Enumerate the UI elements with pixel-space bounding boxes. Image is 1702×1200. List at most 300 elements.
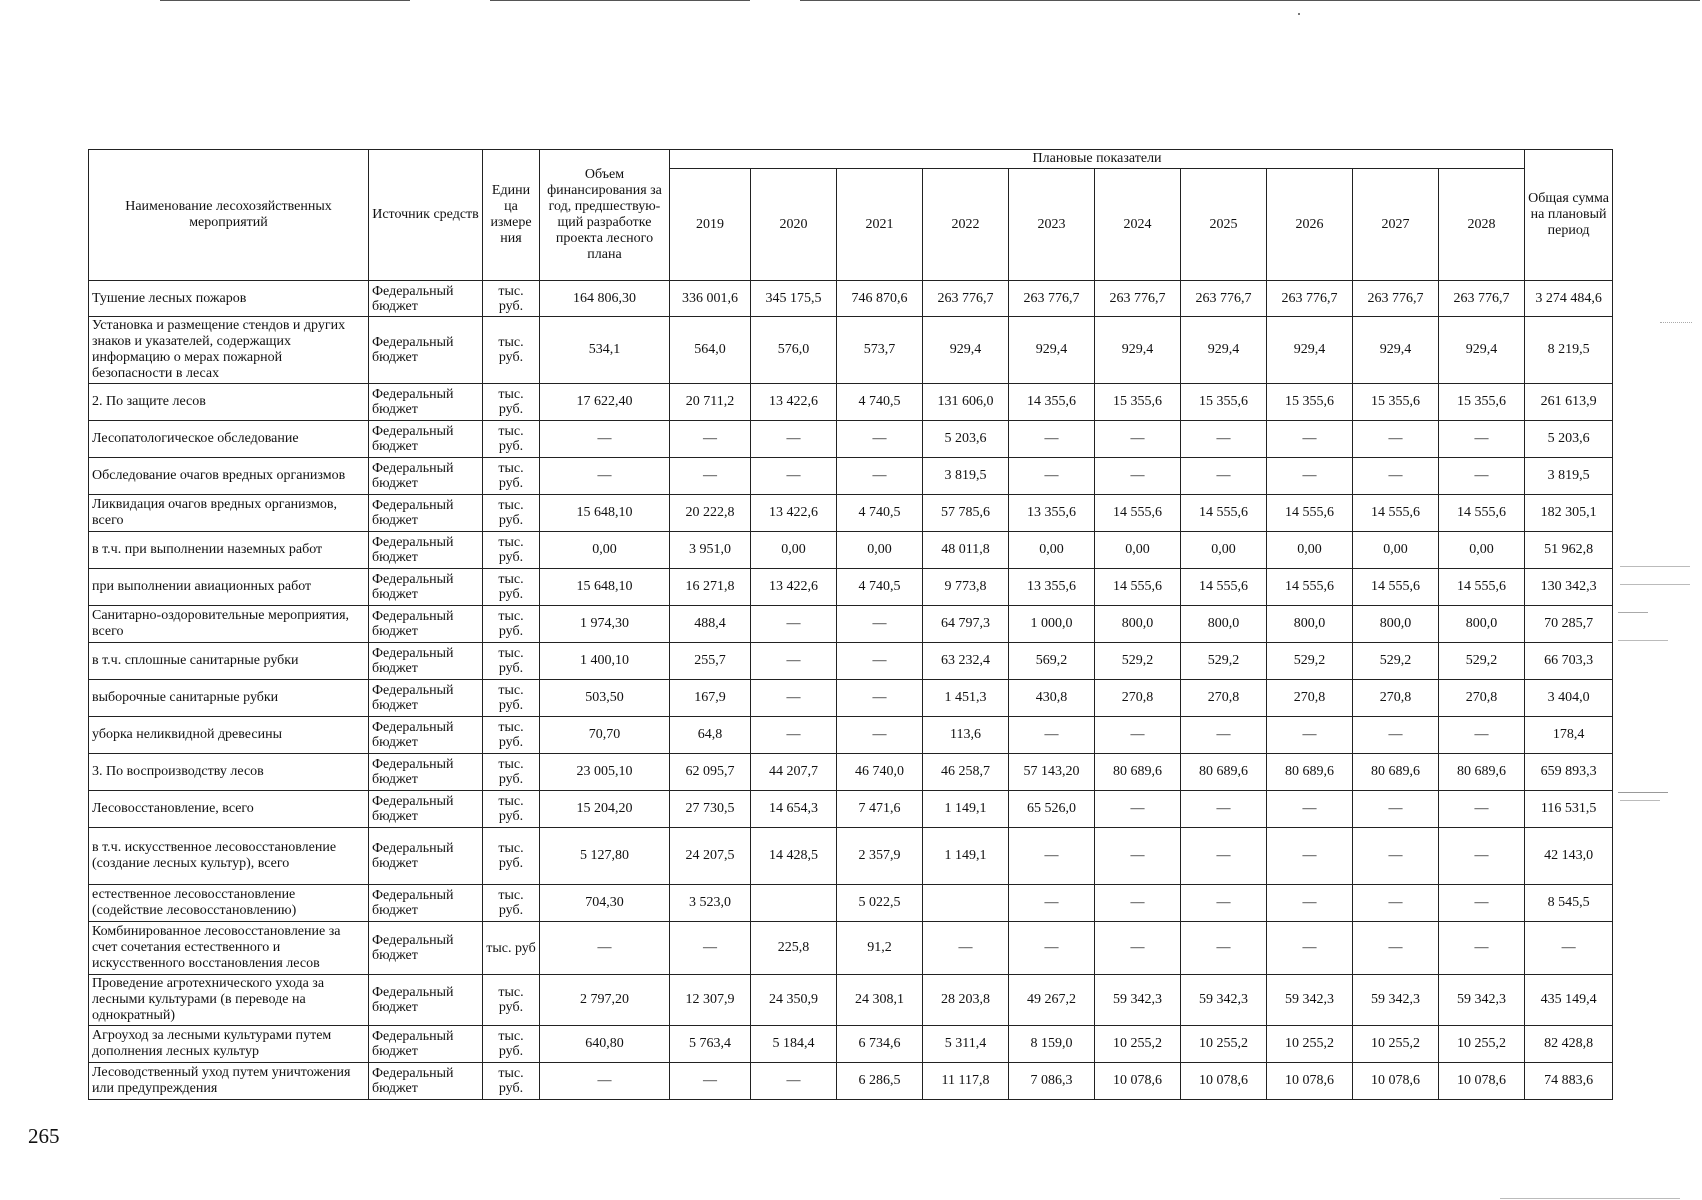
year-value: 80 689,6: [1181, 754, 1267, 791]
prev-year-volume: 534,1: [540, 317, 670, 384]
year-value: —: [670, 1063, 751, 1100]
year-value: 24 350,9: [751, 975, 837, 1026]
year-value: —: [1353, 791, 1439, 828]
year-value: 6 734,6: [837, 1026, 923, 1063]
year-value: 113,6: [923, 717, 1009, 754]
unit-of-measure: тыс. руб.: [483, 717, 540, 754]
year-value: —: [751, 680, 837, 717]
year-value: —: [837, 606, 923, 643]
total-value: 42 143,0: [1525, 828, 1613, 885]
unit-of-measure: тыс. руб.: [483, 532, 540, 569]
year-value: 10 255,2: [1267, 1026, 1353, 1063]
year-value: 1 451,3: [923, 680, 1009, 717]
unit-of-measure: тыс. руб.: [483, 791, 540, 828]
year-value: 800,0: [1181, 606, 1267, 643]
table-body: [89, 281, 1613, 1100]
year-value: 62 095,7: [670, 754, 751, 791]
activity-name: в т.ч. при выполнении наземных работ: [89, 532, 369, 569]
unit-of-measure: тыс. руб.: [483, 317, 540, 384]
activity-name: Санитарно-оздоровительные мероприятия, всего: [89, 606, 369, 643]
total-value: 659 893,3: [1525, 754, 1613, 791]
year-value: 263 776,7: [923, 281, 1009, 317]
year-value: —: [670, 458, 751, 495]
total-value: 182 305,1: [1525, 495, 1613, 532]
year-value: —: [670, 922, 751, 975]
year-value: 14 555,6: [1267, 569, 1353, 606]
year-value: 4 740,5: [837, 569, 923, 606]
year-value: —: [1353, 885, 1439, 922]
year-value: 3 951,0: [670, 532, 751, 569]
year-value: 263 776,7: [1181, 281, 1267, 317]
prev-year-volume: 15 648,10: [540, 495, 670, 532]
year-value: —: [1181, 828, 1267, 885]
activity-name: в т.ч. сплошные санитарные рубки: [89, 643, 369, 680]
year-value: 59 342,3: [1095, 975, 1181, 1026]
year-value: 15 355,6: [1181, 384, 1267, 421]
prev-year-volume: 17 622,40: [540, 384, 670, 421]
table-row: [89, 717, 1613, 754]
year-value: —: [837, 717, 923, 754]
year-value: 28 203,8: [923, 975, 1009, 1026]
table-row: [89, 1063, 1613, 1100]
year-value: 13 355,6: [1009, 569, 1095, 606]
year-value: 800,0: [1267, 606, 1353, 643]
table-row: [89, 922, 1613, 975]
funding-source: Федеральный бюджет: [369, 569, 483, 606]
year-value: 8 159,0: [1009, 1026, 1095, 1063]
year-value: 91,2: [837, 922, 923, 975]
total-value: 51 962,8: [1525, 532, 1613, 569]
year-value: 263 776,7: [1353, 281, 1439, 317]
year-value: 16 271,8: [670, 569, 751, 606]
year-value: 14 555,6: [1095, 569, 1181, 606]
year-value: 14 355,6: [1009, 384, 1095, 421]
year-value: —: [1181, 885, 1267, 922]
year-value: 59 342,3: [1181, 975, 1267, 1026]
year-value: 59 342,3: [1353, 975, 1439, 1026]
year-value: 14 555,6: [1353, 495, 1439, 532]
year-value: 57 785,6: [923, 495, 1009, 532]
year-value: —: [1267, 717, 1353, 754]
year-value: 6 286,5: [837, 1063, 923, 1100]
total-value: 5 203,6: [1525, 421, 1613, 458]
year-value: 14 555,6: [1181, 569, 1267, 606]
year-value: —: [1267, 828, 1353, 885]
year-value: 529,2: [1181, 643, 1267, 680]
year-value: 59 342,3: [1267, 975, 1353, 1026]
total-value: 70 285,7: [1525, 606, 1613, 643]
total-value: 8 545,5: [1525, 885, 1613, 922]
unit-of-measure: тыс. руб.: [483, 421, 540, 458]
funding-source: Федеральный бюджет: [369, 317, 483, 384]
total-value: 82 428,8: [1525, 1026, 1613, 1063]
activity-name: Лесопатологическое обследование: [89, 421, 369, 458]
funding-source: Федеральный бюджет: [369, 754, 483, 791]
year-value: 929,4: [1009, 317, 1095, 384]
year-value: 225,8: [751, 922, 837, 975]
year-value: 64,8: [670, 717, 751, 754]
scan-top-rule: [800, 0, 1700, 1]
activity-name: уборка неликвидной древесины: [89, 717, 369, 754]
activity-name: Лесоводственный уход путем уничтожения или предупреждения: [89, 1063, 369, 1100]
table-row: [89, 754, 1613, 791]
table-row: [89, 828, 1613, 885]
year-value: 13 355,6: [1009, 495, 1095, 532]
prev-year-volume: —: [540, 458, 670, 495]
activity-name: в т.ч. искусственное лесовосстановление (создание лесных культур), всего: [89, 828, 369, 885]
header-year: 2023: [1009, 169, 1095, 281]
year-value: 7 086,3: [1009, 1063, 1095, 1100]
table-row: [89, 643, 1613, 680]
header-year: 2026: [1267, 169, 1353, 281]
header-name: Наименование лесохозяйственных мероприятий: [89, 150, 369, 281]
table-row: [89, 495, 1613, 532]
total-value: 3 274 484,6: [1525, 281, 1613, 317]
year-value: —: [670, 421, 751, 458]
scan-mark: [1618, 612, 1648, 613]
year-value: 44 207,7: [751, 754, 837, 791]
year-value: 263 776,7: [1439, 281, 1525, 317]
year-value: —: [1439, 458, 1525, 495]
total-value: 66 703,3: [1525, 643, 1613, 680]
year-value: —: [1095, 458, 1181, 495]
funding-source: Федеральный бюджет: [369, 1063, 483, 1100]
year-value: —: [1439, 717, 1525, 754]
header-total: Общая сумма на плановый период: [1525, 150, 1613, 281]
unit-of-measure: тыс. руб.: [483, 458, 540, 495]
year-value: —: [1267, 922, 1353, 975]
year-value: 3 523,0: [670, 885, 751, 922]
year-value: 270,8: [1439, 680, 1525, 717]
year-value: —: [1181, 717, 1267, 754]
year-value: 13 422,6: [751, 384, 837, 421]
year-value: 263 776,7: [1267, 281, 1353, 317]
year-value: 529,2: [1095, 643, 1181, 680]
year-value: 10 078,6: [1267, 1063, 1353, 1100]
year-value: 564,0: [670, 317, 751, 384]
year-value: 929,4: [1095, 317, 1181, 384]
year-value: —: [1267, 421, 1353, 458]
year-value: —: [1095, 828, 1181, 885]
year-value: 57 143,20: [1009, 754, 1095, 791]
year-value: 63 232,4: [923, 643, 1009, 680]
year-value: 5 763,4: [670, 1026, 751, 1063]
year-value: —: [1439, 828, 1525, 885]
funding-source: Федеральный бюджет: [369, 1026, 483, 1063]
year-value: —: [837, 643, 923, 680]
year-value: —: [1353, 922, 1439, 975]
scan-mark: [1620, 566, 1690, 567]
year-value: 270,8: [1095, 680, 1181, 717]
total-value: 130 342,3: [1525, 569, 1613, 606]
funding-source: Федеральный бюджет: [369, 680, 483, 717]
unit-of-measure: тыс. руб.: [483, 680, 540, 717]
unit-of-measure: тыс. руб.: [483, 569, 540, 606]
scan-mark: [1618, 792, 1668, 793]
header-source: Источник средств: [369, 150, 483, 281]
unit-of-measure: тыс. руб.: [483, 828, 540, 885]
year-value: 80 689,6: [1439, 754, 1525, 791]
prev-year-volume: 70,70: [540, 717, 670, 754]
header-year: 2027: [1353, 169, 1439, 281]
scan-top-rule: [490, 0, 750, 1]
year-value: 270,8: [1267, 680, 1353, 717]
year-value: 10 255,2: [1439, 1026, 1525, 1063]
year-value: 10 078,6: [1439, 1063, 1525, 1100]
year-value: 13 422,6: [751, 569, 837, 606]
header-year: 2024: [1095, 169, 1181, 281]
table-row: [89, 885, 1613, 922]
year-value: 1 149,1: [923, 828, 1009, 885]
year-value: 345 175,5: [751, 281, 837, 317]
activity-name: при выполнении авиационных работ: [89, 569, 369, 606]
year-value: 929,4: [1181, 317, 1267, 384]
header-unit: Едини ца измере ния: [483, 150, 540, 281]
year-value: 800,0: [1095, 606, 1181, 643]
unit-of-measure: тыс. руб.: [483, 281, 540, 317]
year-value: 0,00: [1009, 532, 1095, 569]
year-value: 5 022,5: [837, 885, 923, 922]
year-value: 13 422,6: [751, 495, 837, 532]
year-value: 800,0: [1439, 606, 1525, 643]
table-row: [89, 1026, 1613, 1063]
funding-source: Федеральный бюджет: [369, 885, 483, 922]
year-value: —: [1095, 922, 1181, 975]
year-value: 59 342,3: [1439, 975, 1525, 1026]
prev-year-volume: 5 127,80: [540, 828, 670, 885]
activity-name: Проведение агротехнического ухода за лесными культурами (в переводе на однократный): [89, 975, 369, 1026]
forestry-budget-table: [88, 149, 1613, 1100]
activity-name: 2. По защите лесов: [89, 384, 369, 421]
unit-of-measure: тыс. руб.: [483, 754, 540, 791]
prev-year-volume: 503,50: [540, 680, 670, 717]
year-value: 65 526,0: [1009, 791, 1095, 828]
funding-source: Федеральный бюджет: [369, 532, 483, 569]
year-value: —: [1439, 922, 1525, 975]
header-year: 2022: [923, 169, 1009, 281]
year-value: 14 555,6: [1095, 495, 1181, 532]
year-value: 746 870,6: [837, 281, 923, 317]
year-value: —: [837, 458, 923, 495]
total-value: 261 613,9: [1525, 384, 1613, 421]
prev-year-volume: 704,30: [540, 885, 670, 922]
year-value: 9 773,8: [923, 569, 1009, 606]
page-number: 265: [28, 1124, 60, 1148]
year-value: —: [1095, 717, 1181, 754]
prev-year-volume: 2 797,20: [540, 975, 670, 1026]
year-value: —: [751, 458, 837, 495]
year-value: —: [1181, 458, 1267, 495]
year-value: 4 740,5: [837, 495, 923, 532]
year-value: 2 357,9: [837, 828, 923, 885]
year-value: 14 555,6: [1181, 495, 1267, 532]
unit-of-measure: тыс. руб.: [483, 643, 540, 680]
prev-year-volume: 23 005,10: [540, 754, 670, 791]
scan-mark: [1500, 1198, 1680, 1199]
funding-source: Федеральный бюджет: [369, 643, 483, 680]
prev-year-volume: 15 204,20: [540, 791, 670, 828]
activity-name: естественное лесовосстановление (содействие лесовосстановлению): [89, 885, 369, 922]
header-year: 2021: [837, 169, 923, 281]
year-value: —: [751, 421, 837, 458]
table-row: [89, 680, 1613, 717]
year-value: 0,00: [751, 532, 837, 569]
year-value: —: [1267, 885, 1353, 922]
year-value: —: [1439, 885, 1525, 922]
year-value: —: [837, 680, 923, 717]
unit-of-measure: тыс. руб.: [483, 384, 540, 421]
year-value: 20 222,8: [670, 495, 751, 532]
year-value: 929,4: [1353, 317, 1439, 384]
activity-name: Тушение лесных пожаров: [89, 281, 369, 317]
year-value: 263 776,7: [1095, 281, 1181, 317]
year-value: 10 255,2: [1181, 1026, 1267, 1063]
year-value: —: [1439, 421, 1525, 458]
year-value: —: [1095, 421, 1181, 458]
year-value: —: [1009, 828, 1095, 885]
table-row: [89, 791, 1613, 828]
header-year: 2025: [1181, 169, 1267, 281]
table-row: [89, 569, 1613, 606]
total-value: 74 883,6: [1525, 1063, 1613, 1100]
year-value: —: [1267, 458, 1353, 495]
year-value: 14 654,3: [751, 791, 837, 828]
year-value: 4 740,5: [837, 384, 923, 421]
year-value: —: [1267, 791, 1353, 828]
funding-source: Федеральный бюджет: [369, 975, 483, 1026]
year-value: 5 203,6: [923, 421, 1009, 458]
activity-name: Лесовосстановление, всего: [89, 791, 369, 828]
year-value: —: [751, 606, 837, 643]
prev-year-volume: 164 806,30: [540, 281, 670, 317]
total-value: 3 404,0: [1525, 680, 1613, 717]
unit-of-measure: тыс. руб.: [483, 606, 540, 643]
year-value: 14 555,6: [1353, 569, 1439, 606]
scan-speck: [1298, 13, 1300, 15]
header-year: 2020: [751, 169, 837, 281]
unit-of-measure: тыс. руб.: [483, 1063, 540, 1100]
year-value: —: [1095, 791, 1181, 828]
prev-year-volume: 640,80: [540, 1026, 670, 1063]
year-value: —: [1009, 421, 1095, 458]
header-year: 2019: [670, 169, 751, 281]
year-value: 1 149,1: [923, 791, 1009, 828]
prev-year-volume: —: [540, 421, 670, 458]
year-value: 7 471,6: [837, 791, 923, 828]
header-prev-volume: Объем финансирования за год, предшествую-щий разработке проекта лесного плана: [540, 150, 670, 281]
year-value: —: [923, 922, 1009, 975]
year-value: 46 740,0: [837, 754, 923, 791]
activity-name: Агроуход за лесными культурами путем дополнения лесных культур: [89, 1026, 369, 1063]
year-value: 0,00: [1439, 532, 1525, 569]
year-value: 0,00: [1181, 532, 1267, 569]
table-row: [89, 606, 1613, 643]
unit-of-measure: тыс. руб.: [483, 495, 540, 532]
unit-of-measure: тыс. руб.: [483, 1026, 540, 1063]
prev-year-volume: 1 400,10: [540, 643, 670, 680]
activity-name: Установка и размещение стендов и других знаков и указателей, содержащих информацию о мерах пожарной безопасности в лесах: [89, 317, 369, 384]
year-value: 10 078,6: [1181, 1063, 1267, 1100]
year-value: 46 258,7: [923, 754, 1009, 791]
activity-name: 3. По воспроизводству лесов: [89, 754, 369, 791]
total-value: 8 219,5: [1525, 317, 1613, 384]
prev-year-volume: —: [540, 922, 670, 975]
year-value: 14 555,6: [1439, 495, 1525, 532]
year-value: 49 267,2: [1009, 975, 1095, 1026]
year-value: 24 308,1: [837, 975, 923, 1026]
activity-name: Комбинированное лесовосстановление за счет сочетания естественного и искусственного восстановления лесов: [89, 922, 369, 975]
year-value: 5 184,4: [751, 1026, 837, 1063]
total-value: 435 149,4: [1525, 975, 1613, 1026]
year-value: —: [1095, 885, 1181, 922]
scan-top-rule: [160, 0, 410, 1]
unit-of-measure: тыс. руб.: [483, 975, 540, 1026]
year-value: —: [1009, 717, 1095, 754]
year-value: 488,4: [670, 606, 751, 643]
year-value: 15 355,6: [1439, 384, 1525, 421]
funding-source: Федеральный бюджет: [369, 458, 483, 495]
year-value: 14 555,6: [1267, 495, 1353, 532]
year-value: 27 730,5: [670, 791, 751, 828]
header-year: 2028: [1439, 169, 1525, 281]
funding-source: Федеральный бюджет: [369, 922, 483, 975]
year-value: 270,8: [1353, 680, 1439, 717]
prev-year-volume: 15 648,10: [540, 569, 670, 606]
activity-name: выборочные санитарные рубки: [89, 680, 369, 717]
year-value: —: [1353, 421, 1439, 458]
activity-name: Ликвидация очагов вредных организмов, всего: [89, 495, 369, 532]
prev-year-volume: —: [540, 1063, 670, 1100]
year-value: 529,2: [1439, 643, 1525, 680]
scan-mark: [1620, 800, 1660, 801]
year-value: 576,0: [751, 317, 837, 384]
year-value: 80 689,6: [1095, 754, 1181, 791]
year-value: 10 255,2: [1095, 1026, 1181, 1063]
year-value: 80 689,6: [1353, 754, 1439, 791]
year-value: 800,0: [1353, 606, 1439, 643]
unit-of-measure: тыс. руб: [483, 922, 540, 975]
funding-source: Федеральный бюджет: [369, 606, 483, 643]
table-row: [89, 421, 1613, 458]
year-value: 64 797,3: [923, 606, 1009, 643]
year-value: 10 255,2: [1353, 1026, 1439, 1063]
year-value: 12 307,9: [670, 975, 751, 1026]
table-row: [89, 532, 1613, 569]
year-value: 573,7: [837, 317, 923, 384]
year-value: [923, 885, 1009, 922]
scan-mark: [1620, 584, 1690, 585]
table-row: [89, 458, 1613, 495]
year-value: 569,2: [1009, 643, 1095, 680]
total-value: 3 819,5: [1525, 458, 1613, 495]
year-value: 5 311,4: [923, 1026, 1009, 1063]
table-row: [89, 281, 1613, 317]
year-value: —: [1009, 885, 1095, 922]
year-value: —: [751, 1063, 837, 1100]
funding-source: Федеральный бюджет: [369, 281, 483, 317]
year-value: 167,9: [670, 680, 751, 717]
total-value: 178,4: [1525, 717, 1613, 754]
funding-source: Федеральный бюджет: [369, 717, 483, 754]
year-value: 24 207,5: [670, 828, 751, 885]
year-value: 336 001,6: [670, 281, 751, 317]
year-value: 0,00: [837, 532, 923, 569]
year-value: 430,8: [1009, 680, 1095, 717]
year-value: 11 117,8: [923, 1063, 1009, 1100]
year-value: 131 606,0: [923, 384, 1009, 421]
year-value: 929,4: [923, 317, 1009, 384]
year-value: 529,2: [1353, 643, 1439, 680]
